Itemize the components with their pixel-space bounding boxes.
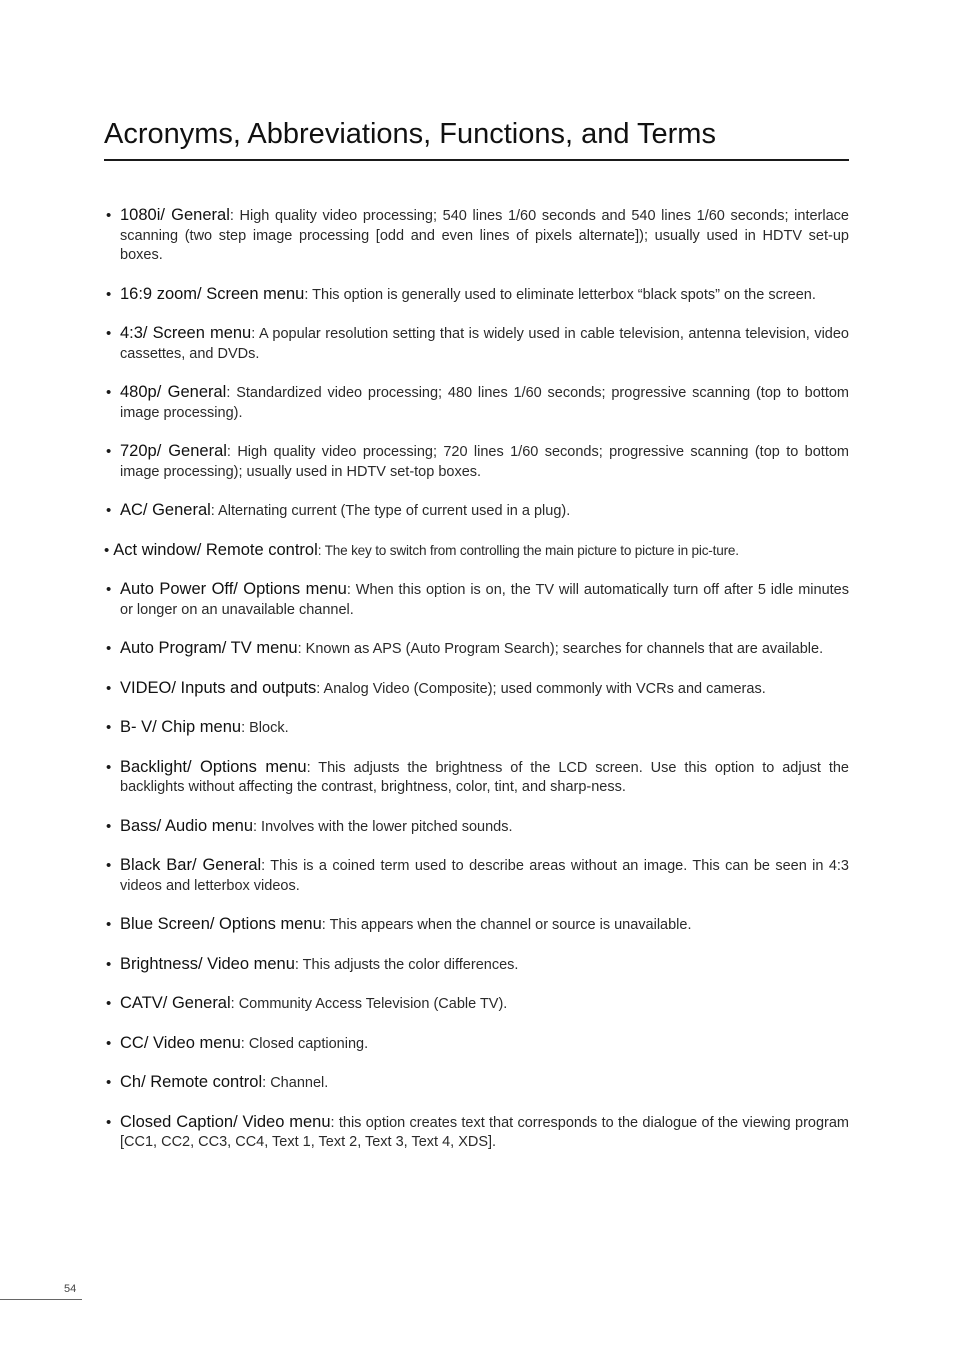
term-description: : this option creates text that corresponds to the dialogue of the viewing program [CC1, CC2, CC3, CC4, Text 1, Text 2, Text 3, Text 4, XDS]. <box>120 1114 849 1150</box>
term-description: : This adjusts the brightness of the LCD screen. Use this option to adjust the backlights without affecting the contrast, brightness, color, tint, and sharp-ness. <box>120 759 849 795</box>
glossary-entry <box>104 758 849 798</box>
term-name: CC/ Video menu <box>120 1033 241 1052</box>
glossary-entry <box>104 639 849 660</box>
term-name: Closed Caption/ Video menu <box>120 1112 331 1131</box>
term-description: : This is a coined term used to describe areas without an image. This can be seen in 4:3 videos and letterbox videos. <box>120 858 849 894</box>
glossary-entry <box>104 817 849 838</box>
term-name: Backlight/ Options menu <box>120 757 307 776</box>
glossary-entry <box>104 501 849 522</box>
term-description: : Alternating current (The type of current used in a plug). <box>210 503 571 519</box>
glossary-entry <box>104 955 849 976</box>
glossary-entry <box>104 1113 849 1153</box>
glossary-entry <box>104 856 849 896</box>
glossary-entry <box>104 580 849 620</box>
term-description: : This appears when the channel or source is unavailable. <box>321 917 692 933</box>
term-name: Ch/ Remote control <box>120 1073 263 1091</box>
term-name: Act window/ Remote control <box>113 540 318 559</box>
term-description: : High quality video processing; 540 lines 1/60 seconds and 540 lines 1/60 seconds; interlace scanning (two step image processing [odd and even lines of pixels alternate]); usually used in HDTV set-up boxes. <box>120 208 849 263</box>
glossary-entry <box>104 718 849 739</box>
term-description: : A popular resolution setting that is widely used in cable television, antenna television, video cassettes, and DVDs. <box>120 326 849 362</box>
term-name: Brightness/ Video menu <box>120 954 295 973</box>
term-name: 480p/ General <box>120 383 227 401</box>
term-name: Blue Screen/ Options menu <box>120 915 322 933</box>
term-name: VIDEO/ Inputs and outputs <box>120 678 317 697</box>
glossary-entry <box>104 442 849 482</box>
glossary-entry <box>104 994 849 1015</box>
glossary-entry <box>104 1073 849 1094</box>
term-description: : Block. <box>241 720 289 736</box>
glossary-entry <box>104 206 849 266</box>
term-name: 1080i/ General <box>120 206 230 224</box>
glossary-entry <box>104 541 849 562</box>
term-name: Bass/ Audio menu <box>120 816 253 835</box>
term-name: 16:9 zoom/ Screen menu <box>120 284 305 303</box>
term-description: : Closed captioning. <box>240 1035 369 1052</box>
title-underline <box>104 159 849 161</box>
term-description: : Known as APS (Auto Program Search); searches for channels that are available. <box>297 641 824 657</box>
term-description: : This option is generally used to eliminate letterbox “black spots” on the screen. <box>304 286 816 303</box>
term-description: : Standardized video processing; 480 lines 1/60 seconds; progressive scanning (top to bottom image processing). <box>120 385 849 421</box>
term-name: Auto Program/ TV menu <box>120 639 298 657</box>
glossary-entry <box>104 285 849 306</box>
glossary-entry <box>104 915 849 936</box>
glossary-entry <box>104 679 849 700</box>
glossary-entry <box>104 383 849 423</box>
glossary-list <box>104 206 849 1172</box>
term-name: AC/ General <box>120 501 211 519</box>
footer-rule <box>0 1299 82 1300</box>
term-description: : Channel. <box>262 1075 329 1091</box>
term-description: : The key to switch from controlling the main picture to picture in pic-ture. <box>317 542 739 558</box>
term-description: : Involves with the lower pitched sounds. <box>253 818 513 835</box>
term-description: : When this option is on, the TV will automatically turn off after 5 idle minutes or longer on an unavailable channel. <box>120 582 849 618</box>
term-name: Auto Power Off/ Options menu <box>120 580 347 598</box>
term-name: 4:3/ Screen menu <box>120 324 252 342</box>
term-name: CATV/ General <box>120 994 231 1012</box>
term-name: 720p/ General <box>120 442 227 460</box>
term-description: : High quality video processing; 720 lines 1/60 seconds; progressive scanning (top to bottom image processing); usually used in HDTV set-top boxes. <box>120 444 849 480</box>
term-description: : This adjusts the color differences. <box>294 956 519 973</box>
term-name: Black Bar/ General <box>120 856 262 874</box>
term-description: : Analog Video (Composite); used commonly with VCRs and cameras. <box>316 680 766 697</box>
term-description: : Community Access Television (Cable TV). <box>230 996 508 1012</box>
page-title: Acronyms, Abbreviations, Functions, and Terms <box>104 118 716 150</box>
glossary-entry <box>104 1034 849 1055</box>
page-number: 54 <box>64 1283 77 1295</box>
term-name: B- V/ Chip menu <box>120 718 242 736</box>
glossary-entry <box>104 324 849 364</box>
